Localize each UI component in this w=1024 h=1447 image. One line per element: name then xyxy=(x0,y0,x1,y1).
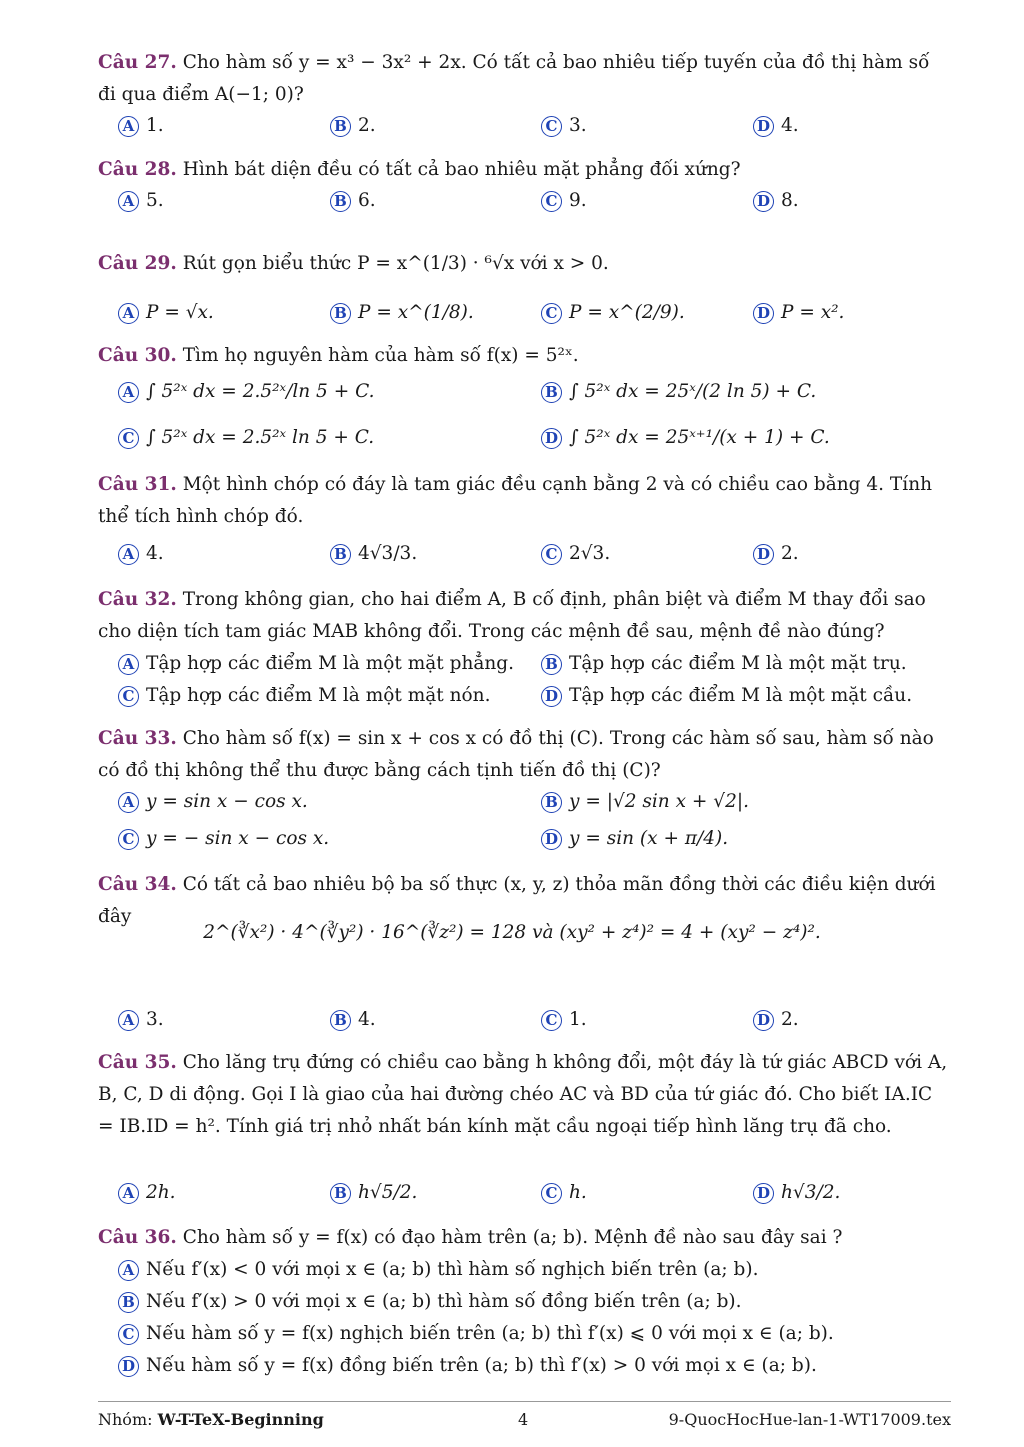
option-badge: A xyxy=(118,303,139,324)
option-27-a[interactable] xyxy=(118,112,164,140)
option-text: 1. xyxy=(146,115,164,136)
option-text: 2. xyxy=(781,543,799,564)
option-text: P = x^(2/9). xyxy=(569,302,685,323)
footer-group xyxy=(98,1410,324,1429)
option-text: 4√3/3. xyxy=(358,543,418,564)
option-28-a[interactable] xyxy=(118,187,164,215)
option-badge: C xyxy=(541,191,562,212)
option-badge: B xyxy=(541,654,562,675)
option-badge: B xyxy=(330,1183,351,1204)
footer-group-label: Nhóm: xyxy=(98,1410,153,1429)
option-text: 2. xyxy=(358,115,376,136)
question-text: Tìm họ nguyên hàm của hàm số f(x) = 5²ˣ. xyxy=(182,345,579,366)
option-36-a[interactable] xyxy=(118,1256,758,1284)
question-number: Câu 28. xyxy=(98,159,177,180)
option-badge: B xyxy=(330,116,351,137)
option-30-b[interactable] xyxy=(541,378,816,406)
question-number: Câu 32. xyxy=(98,589,177,610)
question-36 xyxy=(98,1222,951,1254)
option-30-d[interactable] xyxy=(541,424,830,452)
option-32-a[interactable] xyxy=(118,650,514,678)
option-text: h√5/2. xyxy=(358,1182,418,1203)
option-text: ∫ 5²ˣ dx = 25ˣ⁺¹/(x + 1) + C. xyxy=(569,427,830,448)
option-31-c[interactable] xyxy=(541,540,610,568)
option-35-a[interactable] xyxy=(118,1179,176,1207)
option-29-d[interactable] xyxy=(753,299,844,327)
option-35-c[interactable] xyxy=(541,1179,587,1207)
option-text: 5. xyxy=(146,190,164,211)
option-31-a[interactable] xyxy=(118,540,164,568)
page-number: 4 xyxy=(518,1410,529,1429)
question-text: Có tất cả bao nhiêu bộ ba số thực (x, y, z) thỏa mãn đồng thời các điều kiện dưới đây xyxy=(98,874,936,927)
option-badge: D xyxy=(118,1356,139,1377)
option-36-c[interactable] xyxy=(118,1320,834,1348)
option-badge: A xyxy=(118,116,139,137)
option-text: Tập hợp các điểm M là một mặt phẳng. xyxy=(146,653,515,674)
option-badge: D xyxy=(753,544,774,565)
option-text: 3. xyxy=(569,115,587,136)
option-text: 4. xyxy=(781,115,799,136)
option-badge: A xyxy=(118,191,139,212)
option-27-b[interactable] xyxy=(330,112,376,140)
option-badge: C xyxy=(118,428,139,449)
question-29 xyxy=(98,248,951,280)
option-35-d[interactable] xyxy=(753,1179,840,1207)
question-text: Rút gọn biểu thức P = x^(1/3) · ⁶√x với x > 0. xyxy=(182,253,609,274)
question-text: Cho lăng trụ đứng có chiều cao bằng h không đổi, một đáy là tứ giác ABCD với A, B, C, D di động. Gọi I là giao của hai đường chéo AC và BD của tứ giác đó. Cho biết IA.IC = IB.ID = h². Tính giá trị nhỏ nhất bán kính mặt cầu ngoại tiếp hình lăng trụ đã cho. xyxy=(98,1052,948,1137)
option-badge: A xyxy=(118,382,139,403)
option-text: 1. xyxy=(569,1009,587,1030)
option-badge: B xyxy=(330,1010,351,1031)
option-text: y = sin x − cos x. xyxy=(146,791,308,812)
option-27-d[interactable] xyxy=(753,112,799,140)
question-number: Câu 34. xyxy=(98,874,177,895)
option-30-a[interactable] xyxy=(118,378,374,406)
option-badge: A xyxy=(118,1010,139,1031)
question-number: Câu 35. xyxy=(98,1052,177,1073)
option-31-b[interactable] xyxy=(330,540,417,568)
option-badge: D xyxy=(753,1183,774,1204)
option-34-a[interactable] xyxy=(118,1006,164,1034)
question-number: Câu 27. xyxy=(98,52,177,73)
option-text: 2h. xyxy=(146,1182,176,1203)
option-text: 2. xyxy=(781,1009,799,1030)
question-32 xyxy=(98,584,951,648)
question-number: Câu 29. xyxy=(98,253,177,274)
footer-file-name: 9-QuocHocHue-lan-1-WT17009.tex xyxy=(668,1410,951,1429)
option-text: Tập hợp các điểm M là một mặt nón. xyxy=(146,685,491,706)
option-31-d[interactable] xyxy=(753,540,799,568)
question-31 xyxy=(98,469,951,533)
option-badge: C xyxy=(541,544,562,565)
option-badge: D xyxy=(753,303,774,324)
option-text: Nếu f′(x) < 0 với mọi x ∈ (a; b) thì hàm số nghịch biến trên (a; b). xyxy=(146,1259,759,1280)
option-text: P = √x. xyxy=(146,302,214,323)
option-27-c[interactable] xyxy=(541,112,587,140)
option-text: P = x^(1/8). xyxy=(358,302,474,323)
question-text: Cho hàm số y = f(x) có đạo hàm trên (a; b). Mệnh đề nào sau đây sai ? xyxy=(182,1227,843,1248)
option-badge: B xyxy=(330,191,351,212)
option-badge: D xyxy=(753,191,774,212)
option-text: Tập hợp các điểm M là một mặt cầu. xyxy=(569,685,913,706)
option-29-b[interactable] xyxy=(330,299,474,327)
option-33-d[interactable] xyxy=(541,825,728,853)
question-34-formula: 2^(∛x²) · 4^(∛y²) · 16^(∛z²) = 128 và (xy² + z⁴)² = 4 + (xy² − z⁴)². xyxy=(203,922,821,943)
option-28-b[interactable] xyxy=(330,187,376,215)
option-text: y = sin (x + π/4). xyxy=(569,828,729,849)
option-badge: A xyxy=(118,544,139,565)
option-text: 3. xyxy=(146,1009,164,1030)
footer-group-name: W-T-TeX-Beginning xyxy=(157,1410,324,1429)
question-27 xyxy=(98,47,951,111)
option-33-a[interactable] xyxy=(118,788,308,816)
question-text: Một hình chóp có đáy là tam giác đều cạnh bằng 2 và có chiều cao bằng 4. Tính thể tích hình chóp đó. xyxy=(98,474,933,527)
option-text: 4. xyxy=(146,543,164,564)
option-badge: C xyxy=(541,303,562,324)
option-33-b[interactable] xyxy=(541,788,749,816)
option-text: y = |√2 sin x + √2|. xyxy=(569,791,749,812)
option-32-d[interactable] xyxy=(541,682,912,710)
option-34-c[interactable] xyxy=(541,1006,587,1034)
option-badge: D xyxy=(753,1010,774,1031)
question-number: Câu 33. xyxy=(98,728,177,749)
option-30-c[interactable] xyxy=(118,424,374,452)
option-badge: C xyxy=(541,1010,562,1031)
option-34-d[interactable] xyxy=(753,1006,799,1034)
option-text: h√3/2. xyxy=(781,1182,841,1203)
option-badge: B xyxy=(541,792,562,813)
option-28-c[interactable] xyxy=(541,187,587,215)
option-36-d[interactable] xyxy=(118,1352,817,1380)
option-badge: D xyxy=(541,686,562,707)
option-text: y = − sin x − cos x. xyxy=(146,828,330,849)
option-badge: A xyxy=(118,654,139,675)
option-32-c[interactable] xyxy=(118,682,490,710)
option-badge: C xyxy=(541,116,562,137)
option-badge: C xyxy=(541,1183,562,1204)
option-33-c[interactable] xyxy=(118,825,329,853)
option-text: 9. xyxy=(569,190,587,211)
question-number: Câu 31. xyxy=(98,474,177,495)
question-number: Câu 36. xyxy=(98,1227,177,1248)
option-29-a[interactable] xyxy=(118,299,214,327)
question-30 xyxy=(98,340,951,372)
option-badge: A xyxy=(118,1260,139,1281)
option-34-b[interactable] xyxy=(330,1006,376,1034)
option-text: ∫ 5²ˣ dx = 2.5²ˣ/ln 5 + C. xyxy=(146,381,375,402)
option-text: 4. xyxy=(358,1009,376,1030)
question-text: Hình bát diện đều có tất cả bao nhiêu mặt phẳng đối xứng? xyxy=(182,159,741,180)
question-28 xyxy=(98,154,951,186)
option-badge: B xyxy=(118,1292,139,1313)
option-badge: D xyxy=(753,116,774,137)
question-33 xyxy=(98,723,951,787)
option-text: 8. xyxy=(781,190,799,211)
question-number: Câu 30. xyxy=(98,345,177,366)
option-text: Nếu f′(x) > 0 với mọi x ∈ (a; b) thì hàm số đồng biến trên (a; b). xyxy=(146,1291,742,1312)
option-badge: A xyxy=(118,1183,139,1204)
option-badge: D xyxy=(541,829,562,850)
option-text: h. xyxy=(569,1182,587,1203)
option-badge: C xyxy=(118,1324,139,1345)
option-text: 2√3. xyxy=(569,543,611,564)
option-text: Nếu hàm số y = f(x) nghịch biến trên (a; b) thì f′(x) ⩽ 0 với mọi x ∈ (a; b). xyxy=(146,1323,834,1344)
option-badge: D xyxy=(541,428,562,449)
option-badge: C xyxy=(118,829,139,850)
option-badge: A xyxy=(118,792,139,813)
question-35 xyxy=(98,1047,951,1143)
option-text: ∫ 5²ˣ dx = 2.5²ˣ ln 5 + C. xyxy=(146,427,375,448)
question-text: Trong không gian, cho hai điểm A, B cố định, phân biệt và điểm M thay đổi sao cho diện tích tam giác MAB không đổi. Trong các mệnh đề sau, mệnh đề nào đúng? xyxy=(98,589,926,642)
page-footer xyxy=(98,1401,951,1429)
option-text: 6. xyxy=(358,190,376,211)
option-36-b[interactable] xyxy=(118,1288,742,1316)
option-32-b[interactable] xyxy=(541,650,907,678)
option-badge: B xyxy=(330,544,351,565)
option-text: Nếu hàm số y = f(x) đồng biến trên (a; b) thì f′(x) > 0 với mọi x ∈ (a; b). xyxy=(146,1355,817,1376)
option-badge: B xyxy=(541,382,562,403)
question-text: Cho hàm số f(x) = sin x + cos x có đồ thị (C). Trong các hàm số sau, hàm số nào có đồ thị không thể thu được bằng cách tịnh tiến đồ thị (C)? xyxy=(98,728,934,781)
option-35-b[interactable] xyxy=(330,1179,417,1207)
option-29-c[interactable] xyxy=(541,299,685,327)
question-text: Cho hàm số y = x³ − 3x² + 2x. Có tất cả bao nhiêu tiếp tuyến của đồ thị hàm số đi qua điểm A(−1; 0)? xyxy=(98,52,930,105)
option-28-d[interactable] xyxy=(753,187,799,215)
option-text: ∫ 5²ˣ dx = 25ˣ/(2 ln 5) + C. xyxy=(569,381,817,402)
option-text: P = x². xyxy=(781,302,845,323)
option-badge: C xyxy=(118,686,139,707)
option-text: Tập hợp các điểm M là một mặt trụ. xyxy=(569,653,907,674)
option-badge: B xyxy=(330,303,351,324)
